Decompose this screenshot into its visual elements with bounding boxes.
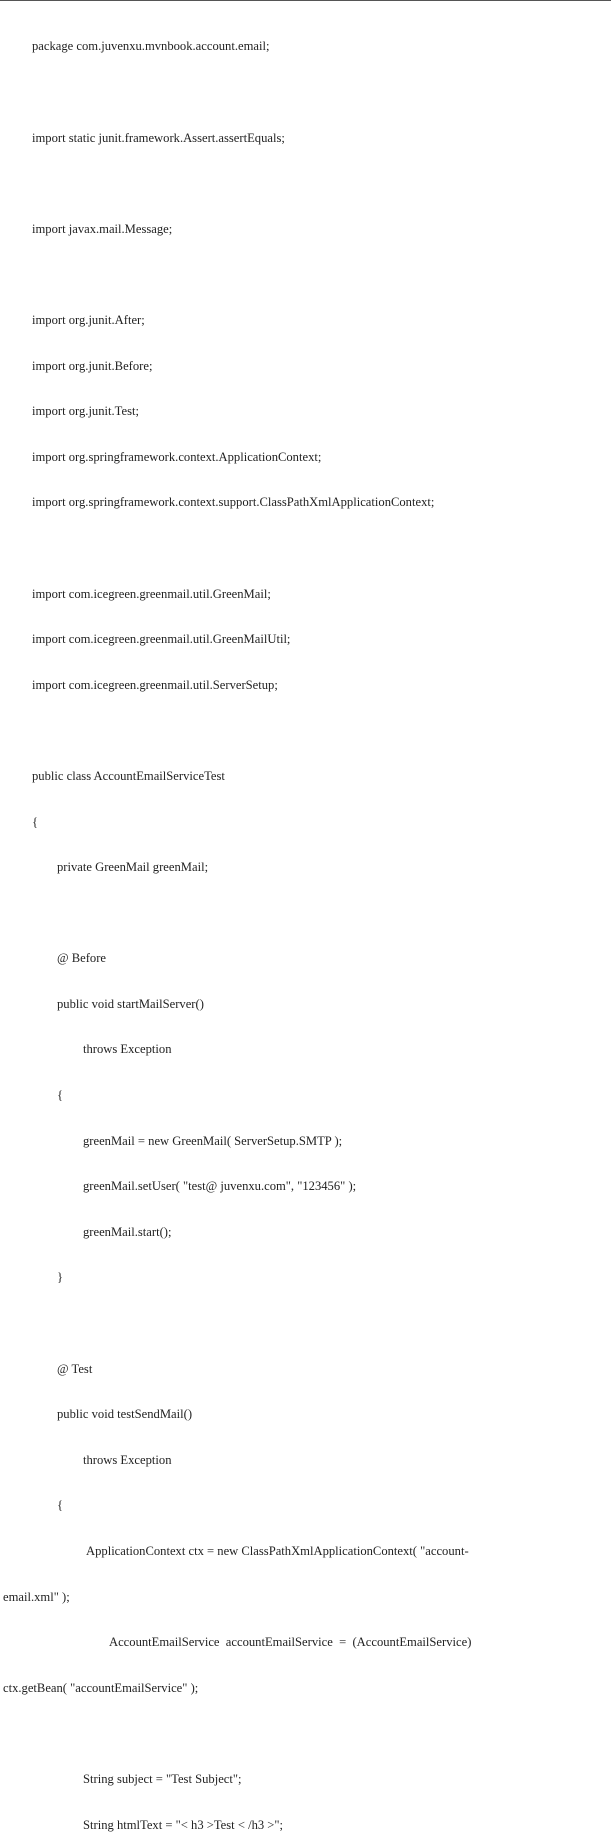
code-line: import org.junit.Test; bbox=[32, 404, 139, 419]
code-listing bbox=[0, 9, 611, 1848]
code-line: import com.icegreen.greenmail.util.GreenMailUtil; bbox=[32, 632, 291, 647]
code-line bbox=[0, 723, 611, 738]
code-line: import org.junit.After; bbox=[32, 312, 145, 327]
code-line: import javax.mail.Message; bbox=[32, 221, 173, 236]
code-line bbox=[0, 176, 611, 191]
code-line bbox=[0, 906, 611, 921]
code-line: greenMail.setUser( "test@ juvenxu.com", "123456" ); bbox=[83, 1179, 357, 1194]
code-line: import org.junit.Before; bbox=[32, 358, 153, 373]
code-line: { bbox=[57, 1088, 64, 1103]
code-line: AccountEmailService accountEmailService = (AccountEmailService) bbox=[109, 1635, 472, 1650]
code-line bbox=[0, 85, 611, 100]
code-line: package com.juvenxu.mvnbook.account.email; bbox=[32, 39, 270, 54]
code-line: throws Exception bbox=[83, 1042, 172, 1057]
code-line bbox=[0, 1726, 611, 1741]
code-line: public void testSendMail() bbox=[57, 1407, 193, 1422]
code-line bbox=[0, 1316, 611, 1331]
code-line: ctx.getBean( "accountEmailService" ); bbox=[3, 1680, 199, 1695]
code-line: { bbox=[57, 1498, 64, 1513]
code-line: import org.springframework.context.support.ClassPathXmlApplicationContext; bbox=[32, 495, 435, 510]
code-line: import org.springframework.context.ApplicationContext; bbox=[32, 449, 322, 464]
code-line: { bbox=[32, 814, 39, 829]
code-line: public void startMailServer() bbox=[57, 996, 204, 1011]
code-line: import static junit.framework.Assert.assertEquals; bbox=[32, 130, 285, 145]
code-line: import com.icegreen.greenmail.util.ServerSetup; bbox=[32, 677, 278, 692]
code-line bbox=[0, 267, 611, 282]
code-line: } bbox=[57, 1270, 64, 1285]
code-line: public class AccountEmailServiceTest bbox=[32, 768, 225, 783]
code-line: String subject = "Test Subject"; bbox=[83, 1771, 242, 1786]
code-line: email.xml" ); bbox=[3, 1589, 70, 1604]
code-line: ApplicationContext ctx = new ClassPathXmlApplicationContext( "account- bbox=[86, 1544, 469, 1558]
code-line: import com.icegreen.greenmail.util.GreenMail; bbox=[32, 586, 271, 601]
code-line: throws Exception bbox=[83, 1452, 172, 1467]
top-rule bbox=[0, 0, 611, 1]
code-line: @ Test bbox=[57, 1361, 93, 1376]
code-line bbox=[0, 541, 611, 556]
code-line: private GreenMail greenMail; bbox=[57, 860, 209, 875]
code-line: @ Before bbox=[57, 951, 107, 966]
code-line: String htmlText = "< h3 >Test < /h3 >"; bbox=[83, 1817, 284, 1832]
code-line: greenMail.start(); bbox=[83, 1224, 172, 1239]
code-line: greenMail = new GreenMail( ServerSetup.SMTP ); bbox=[83, 1133, 343, 1148]
